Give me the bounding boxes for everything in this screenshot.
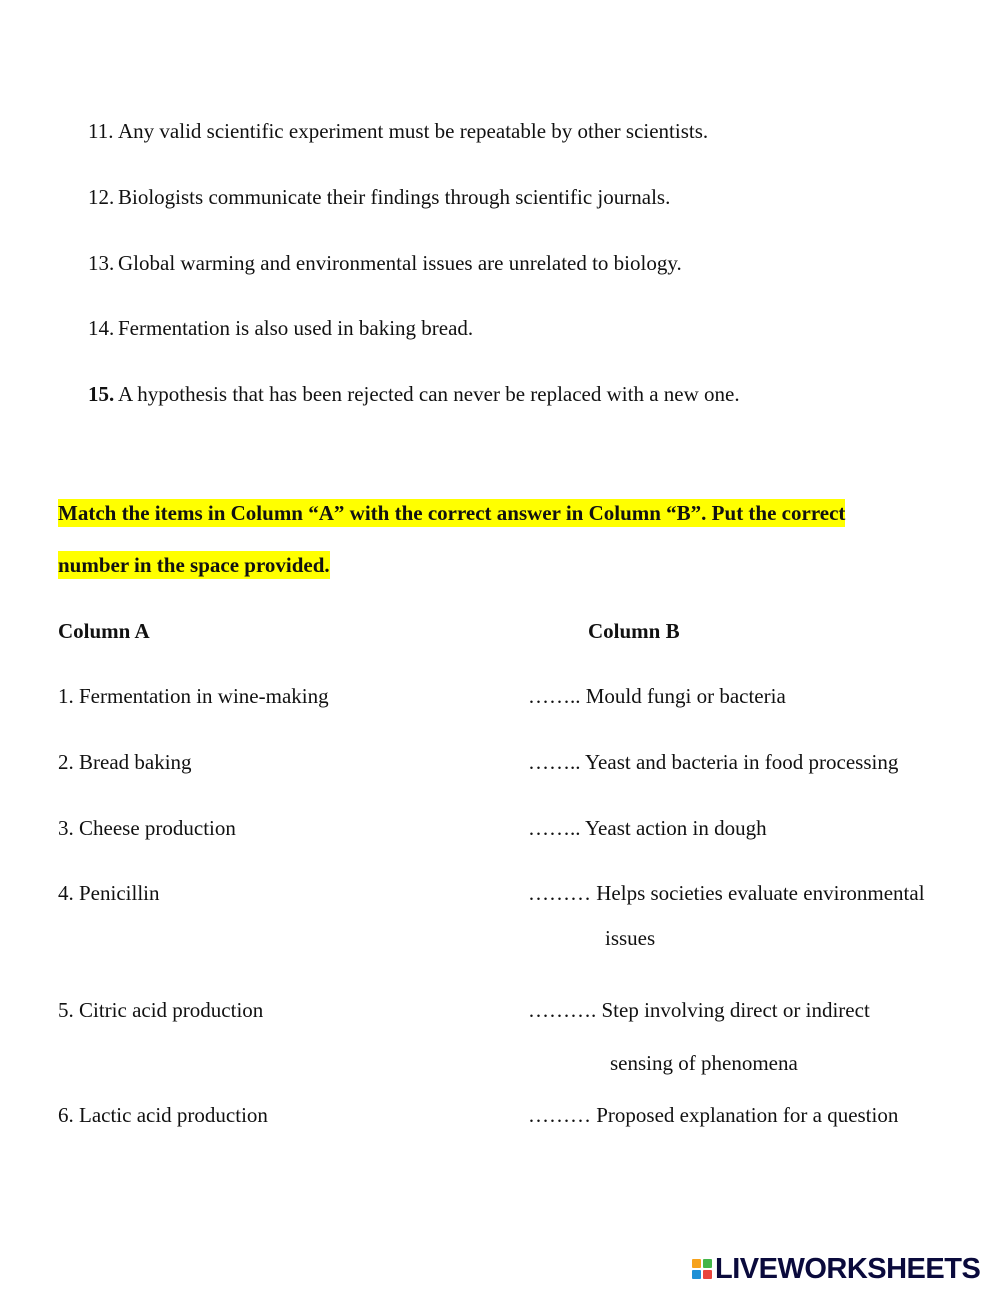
instruction-highlight: number in the space provided. — [58, 553, 330, 577]
statement-number: 13. — [88, 251, 115, 275]
column-a-item: 2. Bread baking — [58, 750, 192, 774]
statement-14 — [88, 316, 473, 340]
column-b-header: Column B — [588, 619, 680, 643]
answer-blank[interactable]: …….. — [528, 750, 581, 774]
instruction-line-1 — [58, 501, 845, 525]
column-b-continuation: issues — [605, 926, 656, 950]
answer-blank[interactable]: ……… — [528, 1103, 591, 1127]
answer-blank[interactable]: …….. — [528, 816, 581, 840]
answer-blank[interactable]: …….. — [528, 684, 581, 708]
statement-12 — [88, 185, 670, 209]
statement-text: Any valid scientific experiment must be repeatable by other scientists. — [118, 119, 709, 143]
column-b-item — [528, 816, 767, 840]
column-a-item: 4. Penicillin — [58, 881, 160, 905]
logo-text: LIVEWORKSHEETS — [715, 1253, 981, 1285]
answer-blank[interactable]: ………. — [528, 998, 597, 1022]
instruction-line-2 — [58, 553, 330, 577]
column-a-item: 6. Lactic acid production — [58, 1103, 268, 1127]
logo-tile — [703, 1259, 712, 1268]
column-b-text: Step involving direct or indirect — [601, 998, 870, 1022]
column-b-text: Proposed explanation for a question — [596, 1103, 899, 1127]
statement-number: 11. — [88, 119, 114, 143]
column-a-header: Column A — [58, 619, 150, 643]
logo-tiles-icon — [692, 1259, 712, 1279]
column-b-continuation: sensing of phenomena — [610, 1051, 798, 1075]
column-b-text: Mould fungi or bacteria — [585, 684, 786, 708]
statement-text: Biologists communicate their findings through scientific journals. — [118, 185, 671, 209]
column-b-text: Yeast action in dough — [584, 816, 767, 840]
column-b-text: Helps societies evaluate environmental — [596, 881, 925, 905]
column-b-text: Yeast and bacteria in food processing — [584, 750, 899, 774]
column-b-item — [528, 998, 870, 1022]
column-a-item: 1. Fermentation in wine-making — [58, 684, 329, 708]
statement-11 — [88, 119, 708, 143]
column-a-item: 3. Cheese production — [58, 816, 236, 840]
column-b-item — [528, 684, 786, 708]
column-b-item — [528, 750, 898, 774]
logo-tile — [692, 1259, 701, 1268]
logo-tile — [692, 1270, 701, 1279]
column-b-item — [528, 881, 925, 905]
statement-text: Global warming and environmental issues are unrelated to biology. — [118, 251, 682, 275]
logo-tile — [703, 1270, 712, 1279]
statement-text: Fermentation is also used in baking bread. — [118, 316, 474, 340]
statement-15 — [88, 382, 740, 406]
statement-text: A hypothesis that has been rejected can never be replaced with a new one. — [118, 382, 740, 406]
statement-number: 14. — [88, 316, 115, 340]
answer-blank[interactable]: ……… — [528, 881, 591, 905]
statement-number: 15. — [88, 382, 115, 406]
statement-13 — [88, 251, 682, 275]
column-b-item — [528, 1103, 898, 1127]
instruction-highlight: Match the items in Column “A” with the correct answer in Column “B”. Put the correct — [58, 501, 846, 525]
column-a-item: 5. Citric acid production — [58, 998, 264, 1022]
liveworksheets-logo — [692, 1254, 980, 1284]
statement-number: 12. — [88, 185, 115, 209]
